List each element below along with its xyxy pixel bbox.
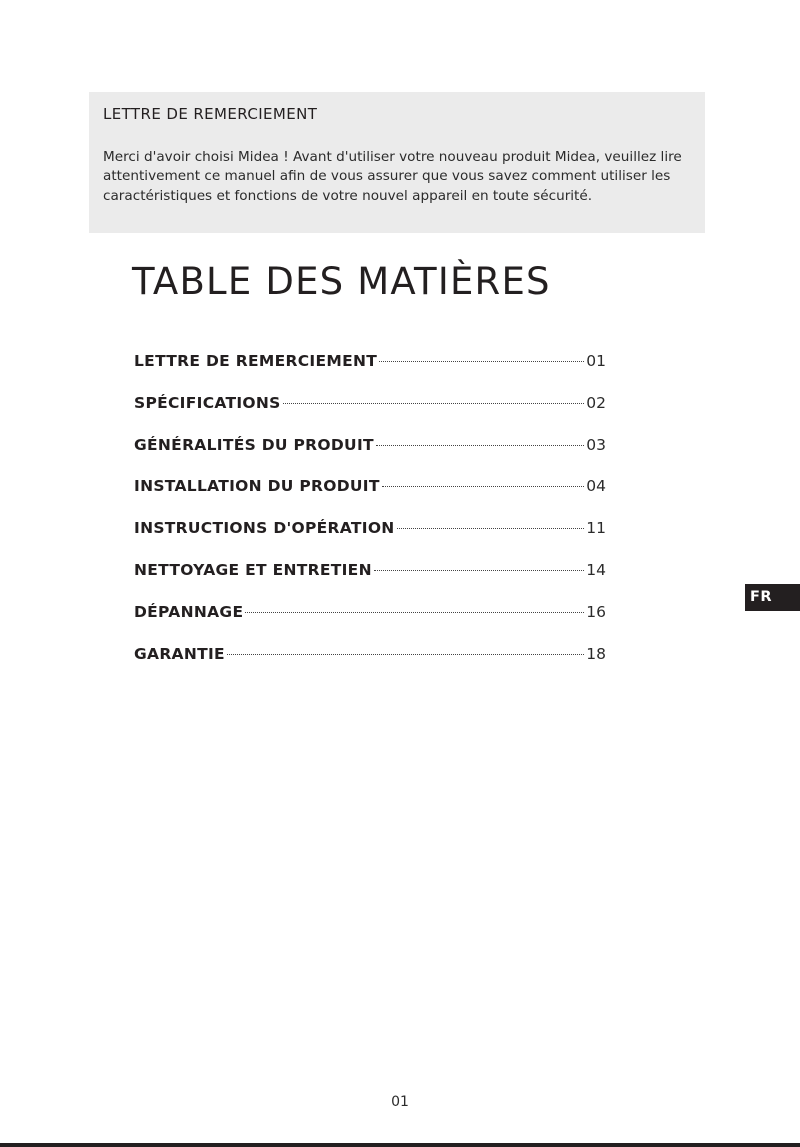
toc-entry-page: 18 [586, 644, 606, 663]
toc-entry-cleaning-maintenance[interactable] [134, 561, 606, 603]
thank-you-letter-title: LETTRE DE REMERCIEMENT [103, 105, 318, 123]
toc-entry-label: INSTRUCTIONS D'OPÉRATION [134, 519, 395, 538]
toc-entry-page: 04 [586, 477, 606, 496]
page-number: 01 [391, 1094, 409, 1110]
toc-entry-page: 02 [586, 393, 606, 412]
toc-entry-label: NETTOYAGE ET ENTRETIEN [134, 560, 372, 579]
toc-entry-label: GARANTIE [134, 644, 225, 663]
language-tab-label: FR [750, 589, 773, 605]
table-of-contents-title: TABLE DES MATIÈRES [132, 260, 551, 303]
dot-leader [283, 403, 585, 404]
toc-entry-specifications[interactable] [134, 394, 606, 436]
toc-entry-label: LETTRE DE REMERCIEMENT [134, 352, 378, 370]
toc-entry-troubleshooting[interactable] [134, 603, 606, 645]
toc-entry-label: INSTALLATION DU PRODUIT [134, 477, 380, 496]
toc-entry-operating-instructions[interactable] [134, 519, 606, 561]
dot-leader [379, 361, 584, 362]
toc-entry-page: 16 [586, 602, 606, 621]
toc-entry-page: 03 [586, 435, 606, 454]
dot-leader [227, 654, 584, 655]
toc-entry-page: 11 [586, 519, 606, 538]
dot-leader [382, 486, 585, 487]
toc-entry-warranty[interactable] [134, 645, 606, 687]
bottom-rule [0, 1143, 800, 1147]
toc-entry-thank-you-letter[interactable] [134, 352, 606, 394]
thank-you-letter-body: Merci d'avoir choisi Midea ! Avant d'utiliser votre nouveau produit Midea, veuillez lire attentivement ce manuel afin de vous assurer que vous savez comment utiliser les caractéristiques et fonctions de votre nouvel appareil en toute sécurité. [103, 149, 682, 204]
toc-entry-page: 01 [586, 352, 606, 370]
dot-leader [397, 528, 585, 529]
dot-leader [374, 570, 584, 571]
toc-entry-installation[interactable] [134, 477, 606, 519]
thank-you-letter-box [89, 92, 705, 233]
dot-leader [376, 445, 584, 446]
table-of-contents [134, 352, 606, 686]
language-tab [745, 584, 800, 611]
toc-entry-label: GÉNÉRALITÉS DU PRODUIT [134, 435, 374, 454]
dot-leader [245, 612, 584, 613]
toc-entry-label: DÉPANNAGE [134, 602, 244, 621]
toc-entry-label: SPÉCIFICATIONS [134, 393, 281, 412]
toc-entry-product-overview[interactable] [134, 436, 606, 478]
toc-entry-page: 14 [586, 560, 606, 579]
